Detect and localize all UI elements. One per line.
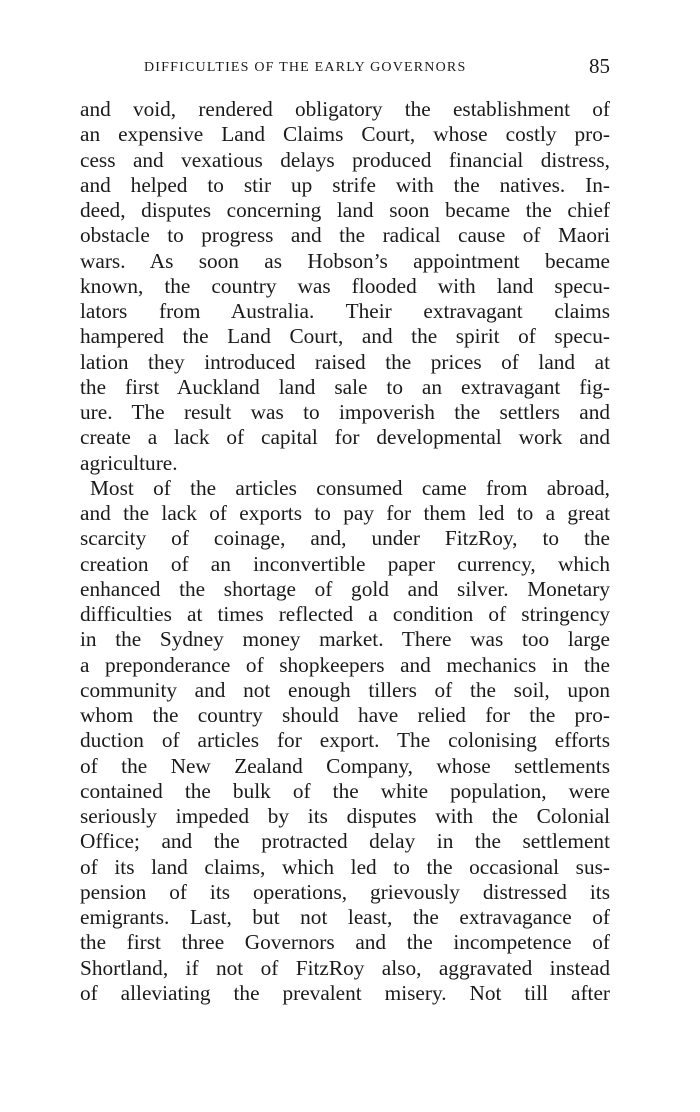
page-number: 85 bbox=[589, 54, 610, 78]
text-line: in the Sydney money market. There was too large bbox=[80, 627, 610, 652]
text-line: lation they introduced raised the prices of land at bbox=[80, 349, 610, 374]
text-line: Office; and the protracted delay in the settlement bbox=[80, 829, 610, 854]
text-line: the first three Governors and the incompetence of bbox=[80, 930, 610, 955]
text-line: an expensive Land Claims Court, whose costly pro- bbox=[80, 122, 610, 147]
text-line: obstacle to progress and the radical cause of Maori bbox=[80, 223, 610, 248]
text-line: creation of an inconvertible paper currency, which bbox=[80, 551, 610, 576]
running-head-title: DIFFICULTIES OF THE EARLY GOVERNORS bbox=[144, 60, 467, 75]
text-line: hampered the Land Court, and the spirit of specu- bbox=[80, 324, 610, 349]
text-line: create a lack of capital for developmental work and bbox=[80, 425, 610, 450]
text-line: Shortland, if not of FitzRoy also, aggravated instead bbox=[80, 955, 610, 980]
text-line: Most of the articles consumed came from abroad, bbox=[90, 475, 610, 500]
text-line: wars. As soon as Hobson’s appointment became bbox=[80, 248, 610, 273]
text-line: agriculture. bbox=[80, 450, 178, 475]
paragraph-2 bbox=[80, 476, 610, 1006]
text-line: duction of articles for export. The colonising efforts bbox=[80, 728, 610, 753]
text-line: pension of its operations, grievously distressed its bbox=[80, 879, 610, 904]
text-line: emigrants. Last, but not least, the extravagance of bbox=[80, 905, 610, 929]
paragraph-1 bbox=[80, 97, 610, 476]
text-line: of its land claims, which led to the occasional sus- bbox=[80, 854, 610, 879]
text-line: contained the bulk of the white population, were bbox=[80, 778, 610, 803]
running-head bbox=[80, 52, 610, 82]
text-line: known, the country was flooded with land specu- bbox=[80, 273, 610, 298]
text-line: enhanced the shortage of gold and silver. Monetary bbox=[80, 576, 610, 601]
text-line: whom the country should have relied for the pro- bbox=[80, 703, 610, 727]
text-line: ure. The result was to impoverish the settlers and bbox=[80, 400, 610, 424]
text-line: the first Auckland land sale to an extravagant fig- bbox=[80, 374, 610, 399]
text-line: scarcity of coinage, and, under FitzRoy, to the bbox=[80, 526, 610, 551]
text-line: and void, rendered obligatory the establishment of bbox=[80, 97, 610, 121]
text-line: a preponderance of shopkeepers and mechanics in the bbox=[80, 652, 610, 677]
text-line: lators from Australia. Their extravagant claims bbox=[80, 299, 610, 323]
text-line: of alleviating the prevalent misery. Not till after bbox=[80, 980, 610, 1005]
text-line: deed, disputes concerning land soon became the chief bbox=[80, 198, 610, 222]
text-line: difficulties at times reflected a condition of stringency bbox=[80, 602, 610, 626]
text-line: and the lack of exports to pay for them led to a great bbox=[80, 501, 610, 525]
text-line: and helped to stir up strife with the natives. In- bbox=[80, 172, 610, 197]
text-line: community and not enough tillers of the soil, upon bbox=[80, 677, 610, 702]
text-line: seriously impeded by its disputes with the Colonial bbox=[80, 804, 610, 828]
text-line: cess and vexatious delays produced financial distress, bbox=[80, 147, 610, 172]
body-text bbox=[80, 97, 610, 1006]
text-line: of the New Zealand Company, whose settlements bbox=[80, 753, 610, 778]
